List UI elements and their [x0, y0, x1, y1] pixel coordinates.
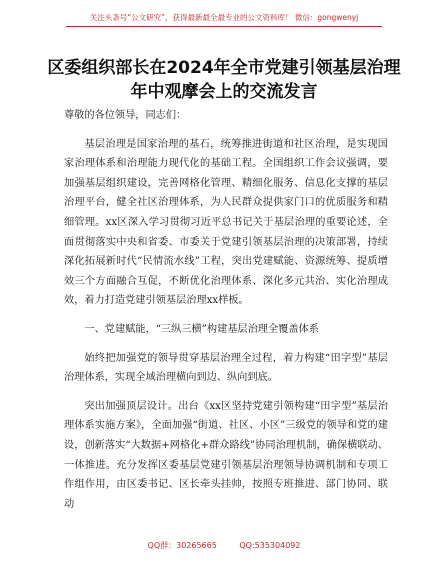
footer-qq-group: QQ群：30265665: [147, 541, 217, 550]
document-title: [40, 56, 408, 104]
footer-contact: [0, 540, 448, 551]
paragraph-intro: 基层治理是国家治理的基石，统筹推进街道和社区治理，是实现国家治理体系和治理能力现代化的基础工程。全国组织工作会议强调，要加强基层组织建设，完善网格化管理、精细化服务、信息化支撑的基层治理平台，健全社区治理体系，为人民群众提供家门口的优质服务和精细管理。xx区深入学习贯彻习近平总书记关于基层治理的重要论述，全面贯彻落实中央和省委、市委关于党建引领基层治理的决策部署，持续深化拓展新时代“民情流水线”工程，突出党建赋能、资源统筹、提质增效三个方面融合互促，不断优化治理体系、深化多元共治、实化治理成效，着力打造党建引领基层治理xx样板。: [64, 138, 388, 307]
section-heading-1: 一、党建赋能，“三纵三横”构建基层治理全覆盖体系: [84, 323, 319, 335]
header-notice: 关注头条号“公文研究”，获得最新最全最专业的公文资料库！ 微信：gongwenyj: [89, 13, 359, 22]
footer-qq: QQ:535304092: [239, 541, 301, 550]
document-body: [64, 106, 388, 523]
title-line-2: 年中观摩会上的交流发言: [130, 82, 318, 102]
salutation: 尊敬的各位领导，同志们：: [64, 110, 187, 121]
paragraph-section-intro: 始终把加强党的领导贯穿基层治理全过程，着力构建“田字型”基层治理体系，实现全域治理横向到边、纵向到底。: [64, 352, 388, 384]
header-divider: [66, 26, 382, 27]
title-line-1: 区委组织部长在2024年全市党建引领基层治理: [47, 58, 401, 78]
paragraph-top-design: 突出加强顶层设计。出台《xx区坚持党建引领构建“田字型”基层治理体系实施方案》，全面加强“街道、社区、小区”三级党的领导和党的建设，创新落实“大数据+网格化+群众路线”协同治理机制，确保横联动、一体推进。充分发挥区委基层党建引领基层治理领导协调机制和专项工作组作用，由区委书记、区长牵头挂帅，按照专班推进、部门协同、联动: [64, 400, 388, 510]
